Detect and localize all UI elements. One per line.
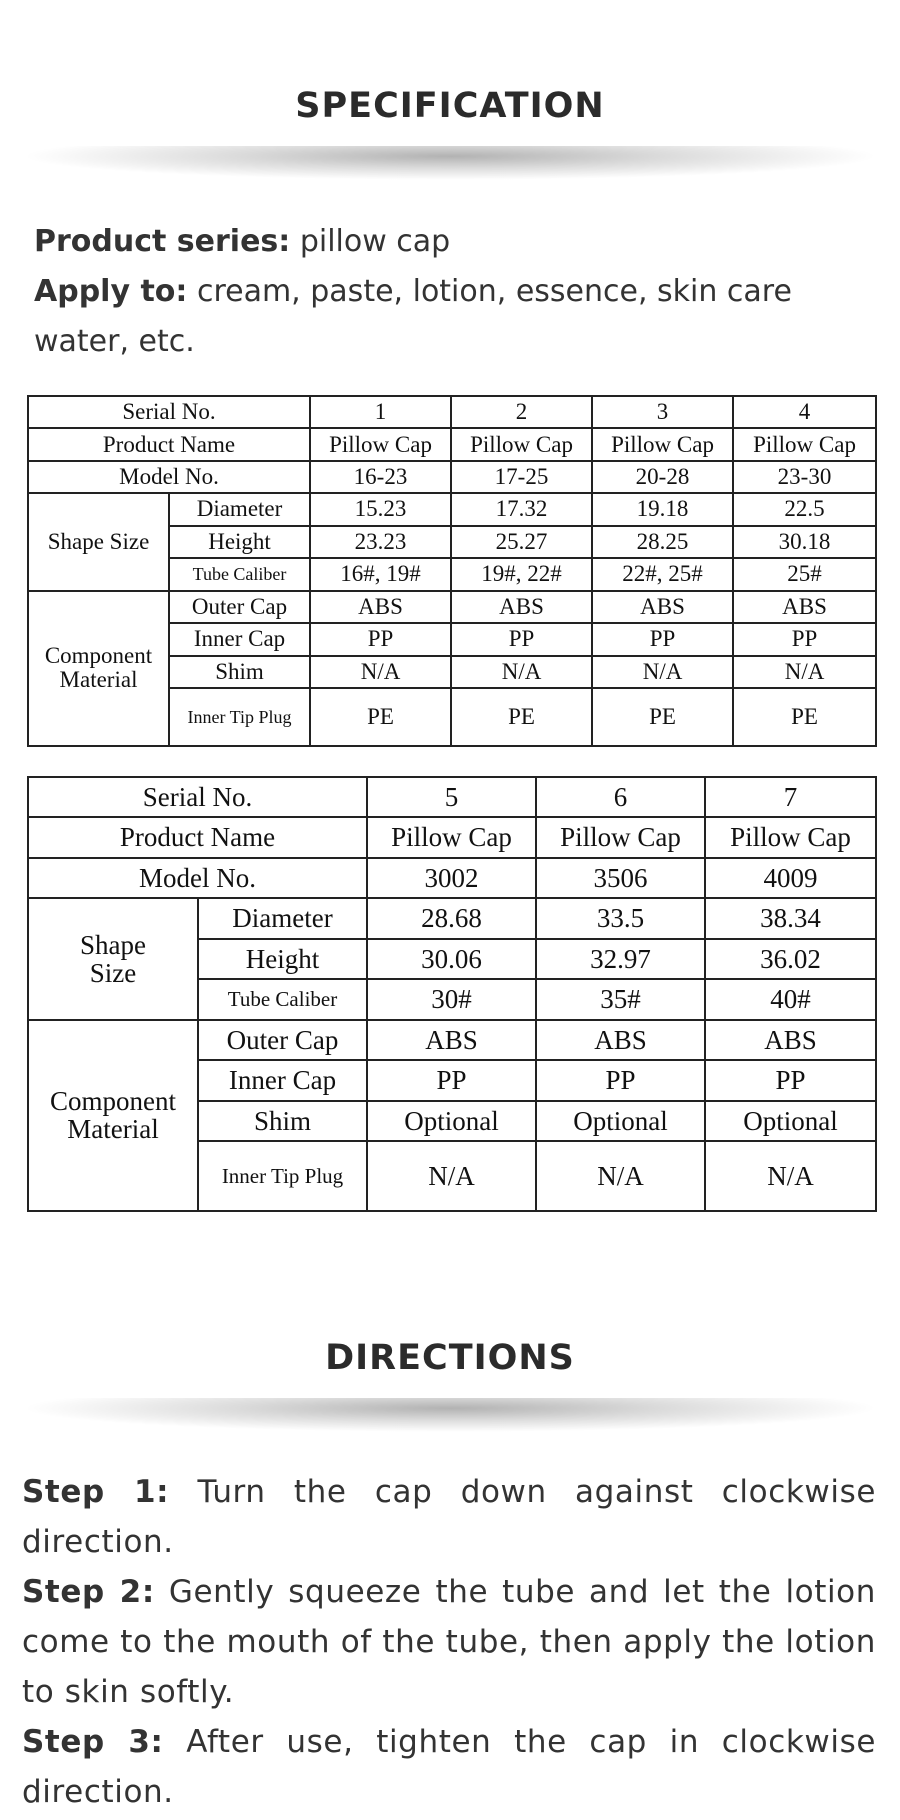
table-cell: PP — [310, 623, 451, 655]
table-cell: PP — [367, 1060, 536, 1100]
table-cell: PP — [536, 1060, 705, 1100]
table-cell: 22.5 — [733, 493, 876, 525]
inner-cap-label: Inner Cap — [169, 623, 310, 655]
spec-table-2 — [27, 776, 877, 1212]
product-series-label: Product series: — [34, 224, 291, 259]
table-cell: ABS — [733, 591, 876, 623]
table-cell: N/A — [536, 1141, 705, 1211]
table-cell: PE — [592, 688, 733, 746]
specification-title: SPECIFICATION — [295, 86, 605, 126]
table-cell: 30.06 — [367, 939, 536, 979]
table-cell: Pillow Cap — [705, 817, 876, 857]
table-cell: 3002 — [367, 858, 536, 898]
apply-to-line — [34, 267, 874, 367]
product-series-line — [34, 217, 874, 267]
table-cell: 30.18 — [733, 526, 876, 558]
shim-label: Shim — [169, 656, 310, 689]
table-cell: 2 — [451, 396, 592, 428]
table-cell: 20-28 — [592, 461, 733, 493]
table-cell: 16#, 19# — [310, 558, 451, 590]
table-cell: PP — [705, 1060, 876, 1100]
table-cell: ABS — [592, 591, 733, 623]
step-text: Turn the cap down against clockwise direction. — [22, 1474, 876, 1560]
table-cell: N/A — [310, 656, 451, 689]
outer-cap-label: Outer Cap — [198, 1020, 367, 1060]
product-info — [34, 217, 874, 367]
table-cell: 38.34 — [705, 898, 876, 938]
table-cell: Pillow Cap — [310, 428, 451, 460]
table-cell: 28.25 — [592, 526, 733, 558]
table-cell: 33.5 — [536, 898, 705, 938]
product-series-value: pillow cap — [299, 224, 451, 259]
title-divider — [20, 1398, 880, 1432]
table-cell: PP — [451, 623, 592, 655]
step-label: Step 2: — [22, 1574, 155, 1610]
direction-step — [22, 1717, 876, 1817]
outer-cap-label: Outer Cap — [169, 591, 310, 623]
direction-step — [22, 1567, 876, 1717]
table-cell: Optional — [705, 1101, 876, 1142]
table-cell: Pillow Cap — [592, 428, 733, 460]
table-cell: 3 — [592, 396, 733, 428]
table-cell: PE — [310, 688, 451, 746]
table-cell: N/A — [705, 1141, 876, 1211]
inner-cap-label: Inner Cap — [198, 1060, 367, 1100]
table-cell: 17.32 — [451, 493, 592, 525]
table-cell: 25.27 — [451, 526, 592, 558]
table-cell: 4009 — [705, 858, 876, 898]
direction-step — [22, 1467, 876, 1567]
apply-to-label: Apply to: — [34, 274, 188, 309]
inner-tip-plug-label: Inner Tip Plug — [198, 1141, 367, 1211]
table-cell: 28.68 — [367, 898, 536, 938]
height-label: Height — [198, 939, 367, 979]
table-cell: N/A — [592, 656, 733, 689]
table-cell: 6 — [536, 777, 705, 817]
table-cell: Optional — [367, 1101, 536, 1142]
table-cell: 36.02 — [705, 939, 876, 979]
diameter-label: Diameter — [198, 898, 367, 938]
spec-table-1 — [27, 395, 877, 747]
title-divider — [20, 146, 880, 180]
table-cell: PP — [733, 623, 876, 655]
product-name-label: Product Name — [28, 428, 310, 460]
table-cell: Optional — [536, 1101, 705, 1142]
height-label: Height — [169, 526, 310, 558]
shape-size-group: Shape Size — [28, 898, 198, 1019]
step-text: After use, tighten the cap in clockwise direction. — [22, 1724, 876, 1810]
table-cell: ABS — [451, 591, 592, 623]
step-label: Step 1: — [22, 1474, 170, 1510]
table-cell: PE — [451, 688, 592, 746]
table-cell: N/A — [451, 656, 592, 689]
table-cell: 1 — [310, 396, 451, 428]
table-cell: 23-30 — [733, 461, 876, 493]
table-cell: ABS — [367, 1020, 536, 1060]
step-label: Step 3: — [22, 1724, 164, 1760]
component-material-group: Component Material — [28, 1020, 198, 1211]
table-cell: ABS — [536, 1020, 705, 1060]
table-cell: Pillow Cap — [733, 428, 876, 460]
table-cell: Pillow Cap — [367, 817, 536, 857]
table-cell: 32.97 — [536, 939, 705, 979]
table-cell: N/A — [733, 656, 876, 689]
product-name-label: Product Name — [28, 817, 367, 857]
model-no-label: Model No. — [28, 461, 310, 493]
model-no-label: Model No. — [28, 858, 367, 898]
inner-tip-plug-label: Inner Tip Plug — [169, 688, 310, 746]
tube-caliber-label: Tube Caliber — [198, 979, 367, 1019]
shape-size-group: Shape Size — [28, 493, 169, 590]
table-cell: 5 — [367, 777, 536, 817]
table-cell: ABS — [705, 1020, 876, 1060]
table-cell: 30# — [367, 979, 536, 1019]
table-cell: Pillow Cap — [536, 817, 705, 857]
serial-no-label: Serial No. — [28, 396, 310, 428]
component-material-group: Component Material — [28, 591, 169, 746]
directions-list — [22, 1467, 876, 1817]
table-cell: 25# — [733, 558, 876, 590]
table-cell: 23.23 — [310, 526, 451, 558]
table-cell: PE — [733, 688, 876, 746]
table-cell: 7 — [705, 777, 876, 817]
table-cell: PP — [592, 623, 733, 655]
table-cell: 19.18 — [592, 493, 733, 525]
table-cell: 35# — [536, 979, 705, 1019]
table-cell: 22#, 25# — [592, 558, 733, 590]
table-cell: 16-23 — [310, 461, 451, 493]
tube-caliber-label: Tube Caliber — [169, 558, 310, 590]
step-text: Gently squeeze the tube and let the lotion come to the mouth of the tube, then apply the lotion to skin softly. — [22, 1574, 876, 1710]
table-cell: 3506 — [536, 858, 705, 898]
table-cell: Pillow Cap — [451, 428, 592, 460]
table-cell: 17-25 — [451, 461, 592, 493]
directions-title: DIRECTIONS — [325, 1338, 575, 1378]
table-cell: 4 — [733, 396, 876, 428]
table-cell: 19#, 22# — [451, 558, 592, 590]
shim-label: Shim — [198, 1101, 367, 1142]
table-cell: 40# — [705, 979, 876, 1019]
serial-no-label: Serial No. — [28, 777, 367, 817]
table-cell: 15.23 — [310, 493, 451, 525]
diameter-label: Diameter — [169, 493, 310, 525]
table-cell: ABS — [310, 591, 451, 623]
apply-to-value: cream, paste, lotion, essence, skin care water, etc. — [34, 274, 792, 359]
table-cell: N/A — [367, 1141, 536, 1211]
